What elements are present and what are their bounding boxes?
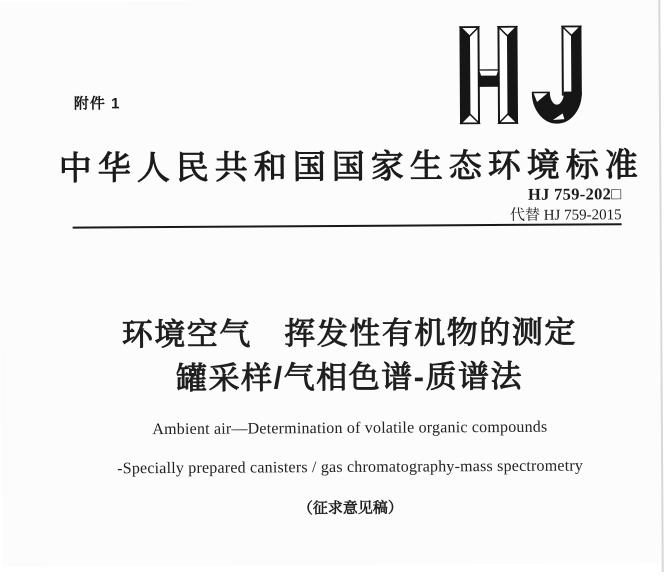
document-title-cn-line2: 罐采样/气相色谱-质谱法	[176, 358, 524, 396]
header-rule	[73, 223, 622, 228]
document-title-cn	[19, 310, 667, 402]
standard-code: HJ 759-202□	[527, 184, 622, 204]
hj-logo-graphic	[458, 24, 591, 125]
document-title-en-line1: Ambient air—Determination of volatile organic compounds	[152, 418, 548, 439]
attachment-label: 附件 1	[73, 95, 121, 113]
replaces-note: 代替 HJ 759-2015	[509, 206, 622, 224]
standard-number-block	[510, 184, 622, 225]
national-standard-heading: 中华人民共和国国家生态环境标准	[58, 148, 644, 188]
document-title-en-line2: -Specially prepared canisters / gas chromatography-mass spectrometry	[117, 457, 584, 478]
draft-status-label: （征求意见稿）	[297, 499, 403, 518]
document-title-cn-line1: 环境空气 挥发性有机物的测定	[121, 314, 577, 353]
hj-logo	[458, 24, 591, 125]
